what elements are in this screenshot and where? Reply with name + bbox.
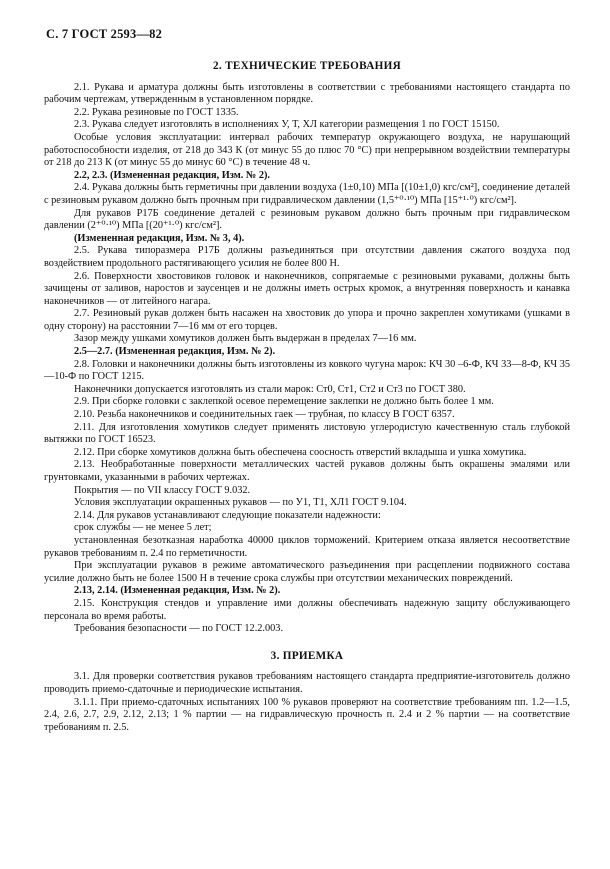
clause-2-14: 2.14. Для рукавов устанавливают следующие показатели надежности:: [74, 509, 381, 521]
clause-2-10: 2.10. Резьба наконечников и соединительных гаек — трубная, по классу В ГОСТ 6357.: [74, 409, 455, 421]
clause-2-6: 2.6. Поверхности хвостовиков головок и наконечников, сопрягаемые с резиновыми рукавами, должны быть зачищены от заливов, наростов и заусенцев и не должны иметь острых кромок, а внутренняя поверхность и канавка наконечников — от литейного нагара.: [44, 270, 570, 307]
clause-2-15: 2.15. Конструкция стендов и управление ими должны обеспечивать надежную защиту обслуживающего персонала во время работы.: [44, 597, 570, 622]
amendment-note: (Измененная редакция, Изм. № 3, 4).: [74, 232, 245, 244]
amendment-note: 2.2, 2.3. (Измененная редакция, Изм. № 2).: [74, 169, 270, 181]
clause-2-2: 2.2. Рукава резиновые по ГОСТ 1335.: [74, 106, 239, 118]
clause-2-4-r17b: Для рукавов Р17Б соединение деталей с резиновым рукавом должно быть прочным при гидравлическом давлении (2⁺⁰·¹⁰) МПа [(20⁺¹·⁰) кгс/см²].: [44, 207, 570, 232]
clause-2-14-service-life: срок службы — не менее 5 лет;: [74, 522, 212, 534]
clause-2-14-auto-uncoupling: При эксплуатации рукавов в режиме автоматического разъединения при расцеплении подвижного состава усилие должно быть не более 1500 Н в течение срока службы при отсутствии механических повреждений.: [44, 560, 570, 584]
running-head: С. 7 ГОСТ 2593—82: [46, 27, 163, 41]
clause-2-7-gap: Зазор между ушками хомутиков должен быть выдержан в пределах 7—16 мм.: [74, 333, 417, 345]
clause-2-15-safety: Требования безопасности — по ГОСТ 12.2.003.: [74, 623, 284, 635]
clause-2-13-conditions: Условия эксплуатации окрашенных рукавов — по У1, Т1, ХЛ1 ГОСТ 9.104.: [74, 497, 407, 509]
clause-2-7: 2.7. Резиновый рукав должен быть насажен на хвостовик до упора и прочно закреплен хомутиками (ушками в одну сторону) на расстоянии 7—16 мм от его торцев.: [44, 308, 570, 332]
section-3-title: 3. ПРИЕМКА: [270, 649, 344, 662]
section-2-title: 2. ТЕХНИЧЕСКИЕ ТРЕБОВАНИЯ: [212, 60, 402, 72]
clause-2-1: 2.1. Рукава и арматура должны быть изготовлены в соответствии с требованиями настоящего стандарта по рабочим чертежам, утвержденным в установленном порядке.: [44, 81, 570, 106]
clause-2-5: 2.5. Рукава типоразмера Р17Б должны разъединяться при отсутствии давления сжатого воздуха под воздействием продольного растягивающего усилия не более 800 Н.: [44, 245, 570, 269]
amendment-note: 2.13, 2.14. (Измененная редакция, Изм. № 2).: [74, 585, 281, 597]
clause-3-1: 3.1. Для проверки соответствия рукавов требованиям настоящего стандарта предприятие-изготовитель должно проводить приемо-сдаточные и периодические испытания.: [44, 671, 570, 695]
clause-2-13: 2.13. Необработанные поверхности металлических частей рукавов должны быть окрашены эмалями или грунтовками, указанными в рабочих чертежах.: [44, 459, 570, 483]
clause-2-13-coatings: Покрытия — по VII классу ГОСТ 9.032.: [74, 484, 251, 496]
clause-2-9: 2.9. При сборке головки с заклепкой осевое перемещение заклепки не должно быть более 1 мм.: [74, 396, 494, 408]
special-conditions: Особые условия эксплуатации: интервал рабочих температур окружающего воздуха, не нарушающий работоспособности изделия, от 218 до 343 К (от минус 55 до плюс 70 °С) при непрерывном воздействии температуры от 218 до 213 К (от минус 55 до минус 60 °С) в течение 48 ч.: [44, 131, 570, 169]
clause-2-4: 2.4. Рукава должны быть герметичны при давлении воздуха (1±0,10) МПа [(10±1,0) кгс/см²], соединение деталей с резиновым рукавом должно быть прочным при гидравлическом давлении (1,5⁺⁰·¹⁰) МПа [15⁺¹·⁰) кгс/см²].: [44, 182, 570, 206]
clause-2-11: 2.11. Для изготовления хомутиков следует применять листовую углеродистую качественную сталь глубокой вытяжки по ГОСТ 16523.: [44, 421, 570, 446]
clause-2-3: 2.3. Рукава следует изготовлять в исполнениях У, Т, ХЛ категории размещения 1 по ГОСТ 15150.: [74, 119, 500, 131]
clause-2-14-mtbf: установленная безотказная наработка 40000 циклов торможений. Критерием отказа является несоответствие рукавов требованиям п. 2.4 по герметичности.: [44, 534, 570, 559]
clause-2-12: 2.12. При сборке хомутиков должна быть обеспечена соосность отверстий вкладыша и ушка хомутика.: [74, 446, 527, 458]
clause-2-8-steel: Наконечники допускается изготовлять из стали марок: Ст0, Ст1, Ст2 и Ст3 по ГОСТ 380.: [74, 383, 466, 395]
amendment-note: 2.5—2.7. (Измененная редакция, Изм. № 2).: [74, 346, 276, 358]
clause-3-1-1: 3.1.1. При приемо-сдаточных испытаниях 100 % рукавов проверяют на соответствие требованиям пп. 1.2—1.5, 2.4, 2.6, 2.7, 2.9, 2.12, 2.13; 1 % партии — на гидравлическую прочность п. 2.4 и 2 % партии — на соответствие требованиям п. 2.5.: [44, 696, 570, 733]
clause-2-8: 2.8. Головки и наконечники должны быть изготовлены из ковкого чугуна марок: КЧ 30 –6-Ф, КЧ 33—8-Ф, КЧ 35—10-Ф по ГОСТ 1215.: [44, 358, 570, 383]
